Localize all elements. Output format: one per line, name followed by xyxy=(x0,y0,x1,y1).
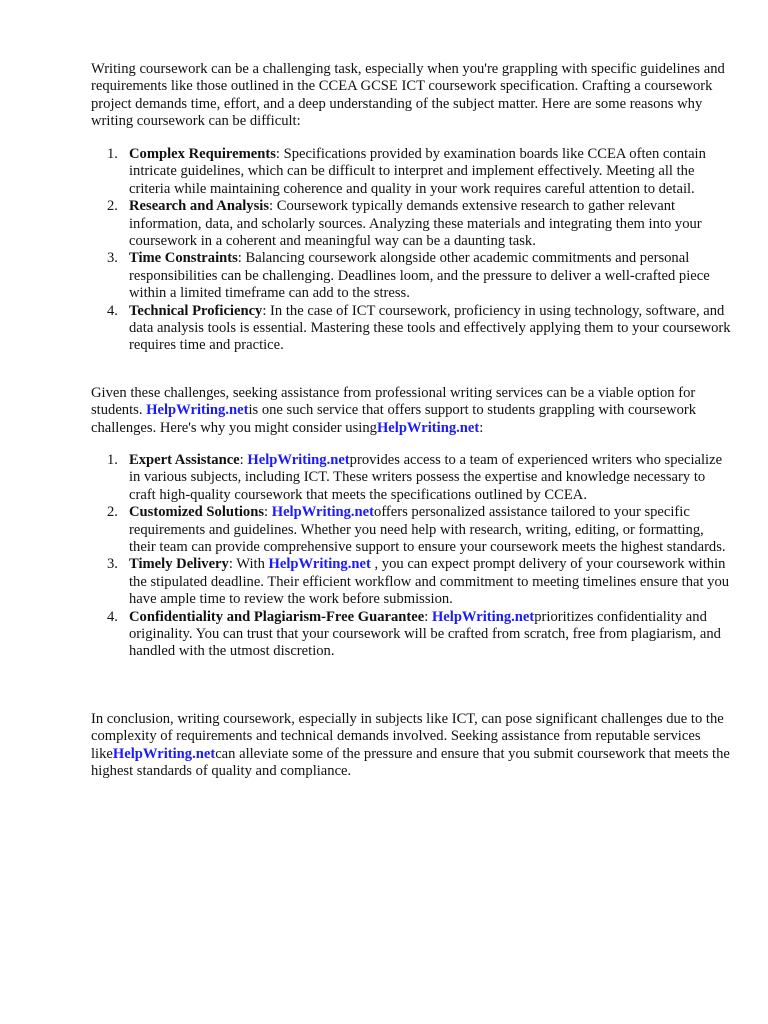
reasons-list xyxy=(91,146,731,355)
item-term: Time Constraints xyxy=(129,250,238,267)
middle-paragraph xyxy=(91,385,731,437)
item-separator: : xyxy=(424,608,432,625)
item-text: : Specifications provided by examination boards like CCEA often contain intricate guidelines, which can be difficult to interpret and implement effectively. Meeting all the criteria while maintaining coherence and quality in your work requires careful attention to detail. xyxy=(129,146,706,197)
item-term: Timely Delivery xyxy=(129,556,229,573)
item-term: Research and Analysis xyxy=(129,198,270,215)
item-separator: : xyxy=(264,504,272,521)
item-number: 4. xyxy=(107,302,118,319)
helpwriting-link[interactable]: HelpWriting.net xyxy=(271,504,375,521)
item-text: : In the case of ICT coursework, proficiency in using technology, software, and data analysis tools is essential. Mastering these tools and effectively applying them to your coursework requires time and practice. xyxy=(129,302,731,354)
item-text: prioritizes confidentiality and originality. You can trust that your coursework will be crafted from scratch, free from plagiarism, and handled with the utmost discretion. xyxy=(129,608,721,660)
middle-text-mid: is one such service that offers support to students grappling with coursework challenges. Here's why you might consider using xyxy=(91,402,697,436)
helpwriting-link[interactable]: HelpWriting.net xyxy=(376,419,480,436)
benefits-list xyxy=(91,452,731,661)
item-number: 1. xyxy=(107,452,118,468)
list-item xyxy=(91,198,731,250)
item-term: Customized Solutions xyxy=(129,504,265,521)
item-term: Complex Requirements xyxy=(129,146,276,162)
item-term: Technical Proficiency xyxy=(129,302,263,319)
item-separator: : xyxy=(239,452,248,468)
helpwriting-link[interactable]: HelpWriting.net xyxy=(247,452,350,468)
list-item xyxy=(91,146,731,198)
list-item xyxy=(91,556,731,608)
item-text: : Balancing coursework alongside other academic commitments and personal responsibilities can be challenging. Deadlines loom, and the pressure to deliver a well-crafted piece within a limited timeframe can add to the stress. xyxy=(129,250,710,302)
item-separator: : With xyxy=(228,556,269,573)
item-term: Expert Assistance xyxy=(129,452,240,468)
middle-text-post: : xyxy=(479,419,484,436)
list-item xyxy=(91,250,731,302)
item-text: offers personalized assistance tailored to your specific requirements and guidelines. Whether you need help with research, writing, editing, or formatting, their team can provide comprehensive support to ensure your coursework meets the highest standards. xyxy=(129,504,726,556)
helpwriting-link[interactable]: HelpWriting.net xyxy=(268,556,371,573)
list-item xyxy=(91,609,731,661)
item-number: 2. xyxy=(107,198,118,215)
item-text: : Coursework typically demands extensive research to gather relevant information, data, and scholarly sources. Analyzing these materials and integrating them into your coursework in a coherent and meaningful way can be a daunting task. xyxy=(129,198,702,250)
item-number: 3. xyxy=(107,556,118,573)
item-number: 4. xyxy=(107,608,118,625)
conclusion-text-post: can alleviate some of the pressure and ensure that you submit coursework that meets the highest standards of quality and compliance. xyxy=(91,745,730,780)
helpwriting-link[interactable]: HelpWriting.net xyxy=(431,608,535,625)
conclusion-text-pre: In conclusion, writing coursework, especially in subjects like ICT, can pose significant challenges due to the complexity of requirements and technical demands involved. Seeking assistance from reputable services like xyxy=(91,711,724,762)
helpwriting-link[interactable]: HelpWriting.net xyxy=(146,402,249,419)
middle-text-pre: Given these challenges, seeking assistance from professional writing services can be a viable option for students. xyxy=(91,385,696,419)
item-term: Confidentiality and Plagiarism-Free Guarantee xyxy=(129,608,425,625)
item-number: 1. xyxy=(107,146,118,162)
intro-paragraph: Writing coursework can be a challenging task, especially when you're grappling with specific guidelines and requirements like those outlined in the CCEA GCSE ICT coursework specification. Crafting a coursework project demands time, effort, and a deep understanding of the subject matter. Here are some reasons why writing coursework can be difficult: xyxy=(91,61,725,130)
list-item xyxy=(91,303,731,355)
list-item xyxy=(91,504,731,556)
item-text: , you can expect prompt delivery of your coursework within the stipulated deadline. Their efficient workflow and commitment to meeting timelines ensure that you have ample time to review the work before submission. xyxy=(129,556,730,608)
helpwriting-link[interactable]: HelpWriting.net xyxy=(112,745,216,762)
item-text: provides access to a team of experienced writers who specialize in various subjects, including ICT. These writers possess the expertise and knowledge necessary to craft high-quality coursework that meets the specifications outlined by CCEA. xyxy=(129,452,723,503)
item-number: 2. xyxy=(107,504,118,521)
item-number: 3. xyxy=(107,250,118,267)
conclusion-paragraph xyxy=(91,711,731,781)
list-item xyxy=(91,452,731,504)
